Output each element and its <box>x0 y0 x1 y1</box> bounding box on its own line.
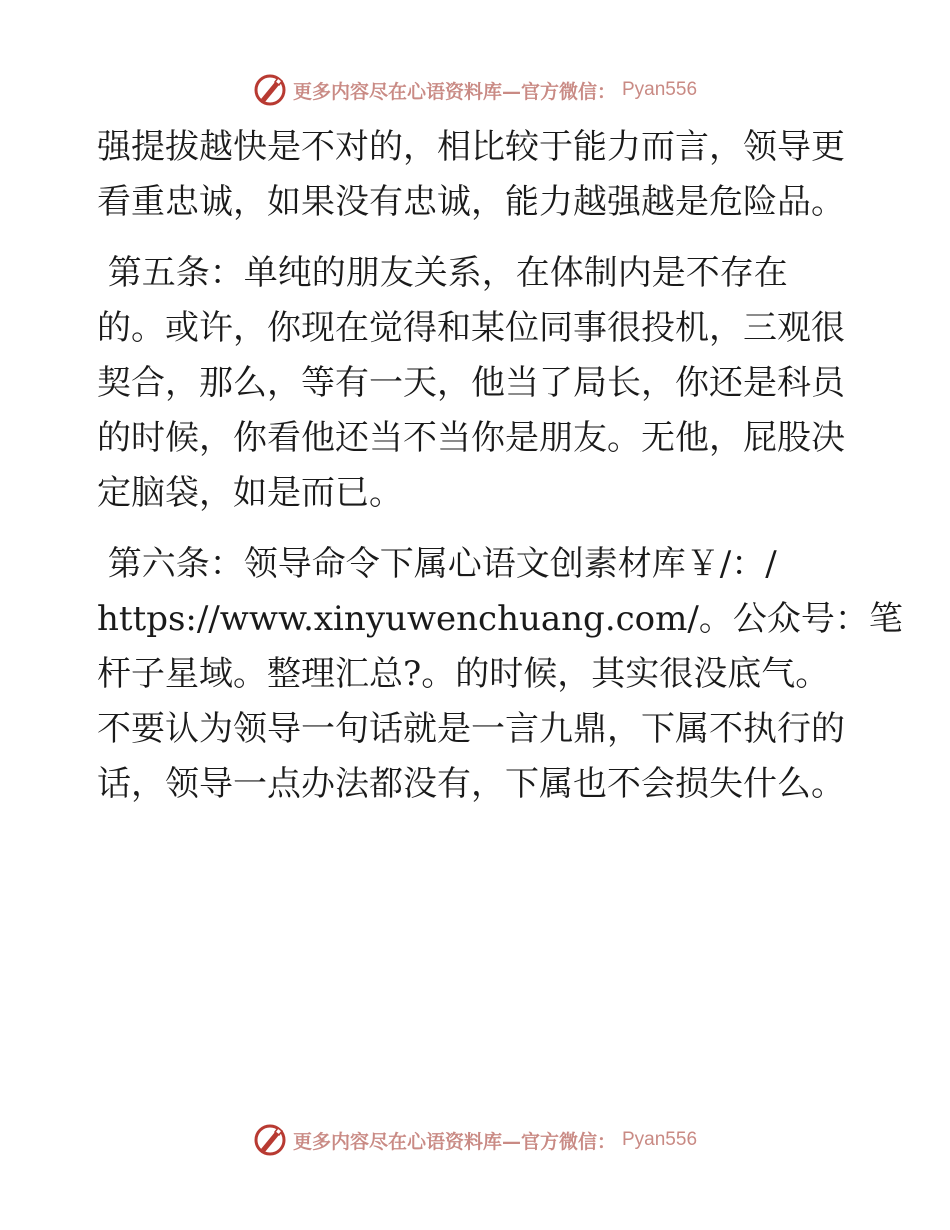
text-line: 强提拔越快是不对的，相比较于能力而言，领导更 <box>97 127 845 167</box>
text-line: 的时候，你看他还当不当你是朋友。无他，屁股决 <box>97 418 845 458</box>
pen-logo-icon <box>253 73 287 107</box>
text-line: 定脑袋，如是而已。 <box>97 473 403 513</box>
text-line: 杆子星域。整理汇总?。的时候，其实很没底气。 <box>97 654 830 694</box>
paragraph-2 <box>97 246 857 521</box>
paragraph-3 <box>97 537 903 812</box>
text-line: 看重忠诚，如果没有忠诚，能力越强越是危险品。 <box>97 182 845 222</box>
document-body <box>97 120 903 828</box>
text-line: 不要认为领导一句话就是一言九鼎，下属不执行的 <box>97 709 845 749</box>
paragraph-1 <box>97 120 857 230</box>
text-line: 契合，那么，等有一天，他当了局长，你还是科员 <box>97 363 845 403</box>
header-wechat-id: Pyan556 <box>622 79 698 100</box>
text-line: https://www.xinyuwenchuang.com/。公众号：笔 <box>97 599 903 639</box>
header-banner <box>0 70 950 110</box>
header-banner-text: 更多内容尽在心语资料库—官方微信： <box>292 80 616 103</box>
text-line: 第六条：领导命令下属心语文创素材库￥/：/ <box>97 544 777 584</box>
footer-banner-text: 更多内容尽在心语资料库—官方微信： <box>292 1130 616 1153</box>
text-line: 话，领导一点办法都没有，下属也不会损失什么。 <box>97 764 845 804</box>
footer-banner <box>0 1120 950 1160</box>
footer-wechat-id: Pyan556 <box>622 1129 698 1150</box>
text-line: 第五条：单纯的朋友关系，在体制内是不存在 <box>97 253 788 293</box>
text-line: 的。或许，你现在觉得和某位同事很投机，三观很 <box>97 308 845 348</box>
pen-logo-icon <box>253 1123 287 1157</box>
